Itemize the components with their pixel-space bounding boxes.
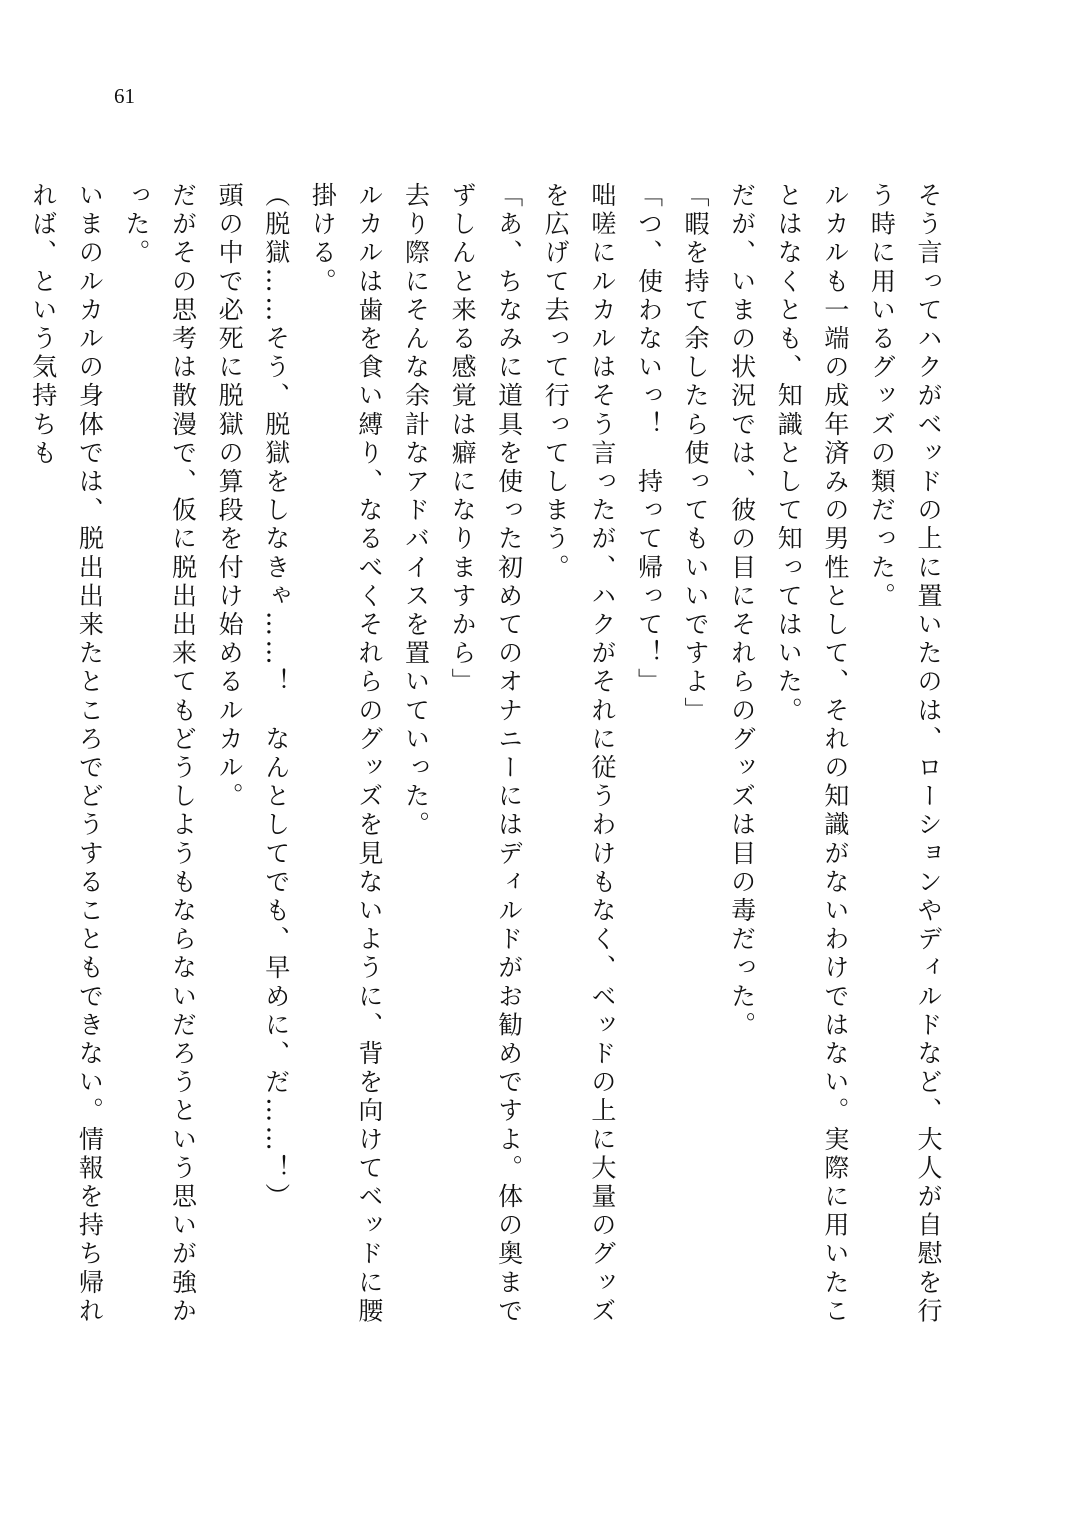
paragraph-2: ルカルも一端の成年済みの男性として、それの知識がないわけではない。実際に用いたことはなくとも、知識として知ってはいた。 — [774, 182, 850, 1326]
dialogue-1: 「暇を持て余したら使ってもいいですよ」 — [681, 182, 711, 726]
page-number: 61 — [114, 84, 135, 108]
paragraph-5: 去り際にそんな余計なアドバイスを置いていった。 — [401, 182, 431, 840]
vertical-text-block — [28, 182, 951, 1352]
paragraph-3: だが、いまの状況では、彼の目にそれらのグッズは目の毒だった。 — [727, 182, 757, 1040]
paragraph-9: いまのルカルの身体では、脱出出来たところでどうすることもできない。情報を持ち帰れれば、という気持ちも — [28, 182, 105, 1326]
paragraph-7: 頭の中で必死に脱獄の算段を付け始めるルカル。 — [215, 182, 245, 812]
paragraph-8: だがその思考は散漫で、仮に脱出出来てもどうしようもならないだろうという思いが強かった。 — [121, 182, 198, 1326]
paragraph-6: ルカルは歯を食い縛り、なるべくそれらのグッズを見ないように、背を向けてベッドに腰掛ける。 — [308, 182, 384, 1326]
paragraph-4: 咄嗟にルカルはそう言ったが、ハクがそれに従うわけもなく、ベッドの上に大量のグッズを広げて去って行ってしまう。 — [541, 182, 617, 1326]
paragraph-1: そう言ってハクがベッドの上に置いたのは、ローションやディルドなど、大人が自慰を行う時に用いるグッズの類だった。 — [867, 182, 943, 1326]
inner-thought-1: （脱獄……そう、脱獄をしなきゃ……！ なんとしてでも、早めに、だ……！） — [261, 182, 291, 1212]
dialogue-2: 「つ、使わないっ！ 持って帰って！」 — [634, 182, 664, 697]
dialogue-3: 「あ、ちなみに道具を使った初めてのオナニーにはディルドがお勧めですよ。体の奥までずしんと来る感覚は癖になりますから」 — [448, 182, 524, 1326]
